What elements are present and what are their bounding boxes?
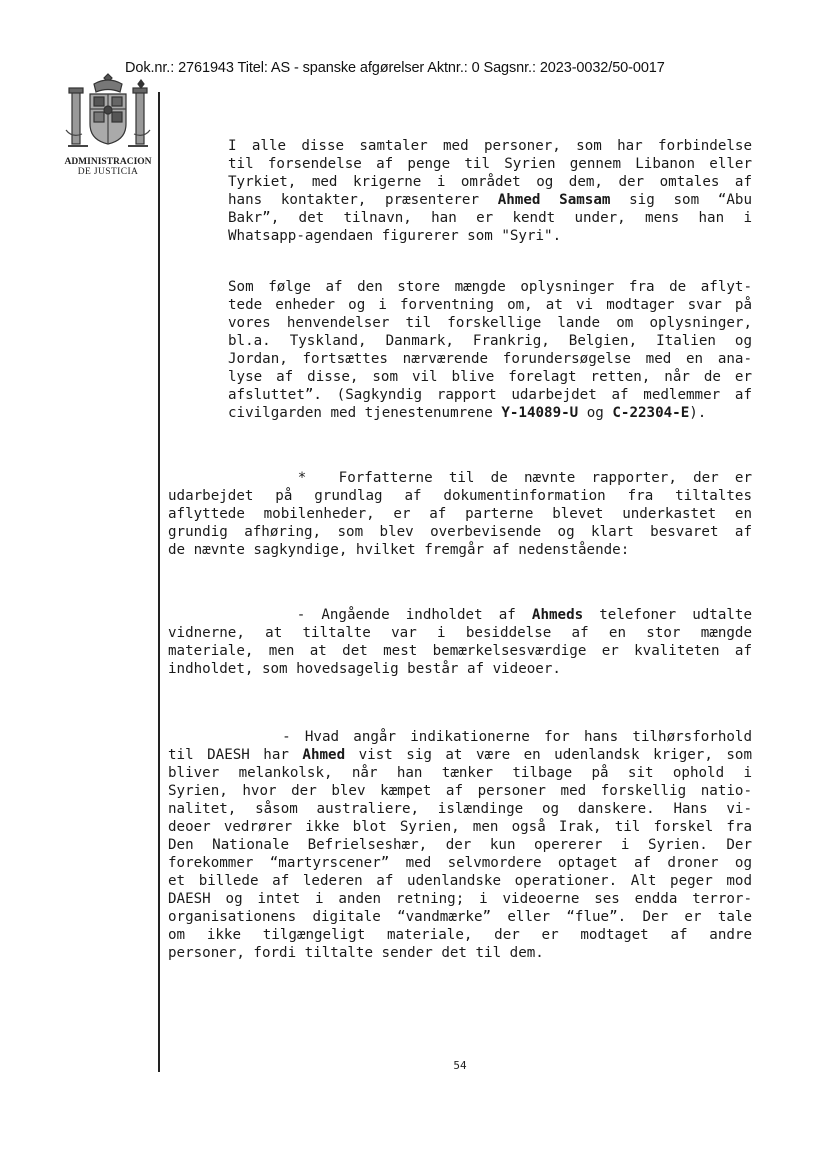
text-line: afsluttet”. (Sagkyndig rapport udarbejdet af medlemmer af bbox=[228, 387, 752, 403]
text-segment: civilgarden med tjenestenumrene bbox=[228, 405, 502, 421]
text-line: Jordan, fortsættes nærværende forundersøgelse med en ana- bbox=[228, 351, 752, 367]
margin-line bbox=[158, 92, 160, 1072]
text-line: I alle disse samtaler med personer, som har forbindelse bbox=[228, 138, 752, 154]
text-line: DAESH og intet i anden retning; i videoerne ses endda terror- bbox=[168, 891, 752, 907]
emblem-label-line1: ADMINISTRACION bbox=[64, 157, 152, 167]
bold-name: Ahmeds bbox=[531, 607, 584, 623]
text-line bbox=[228, 404, 752, 422]
paragraph-1 bbox=[228, 137, 752, 245]
text-segment: vist sig at være en udenlandsk kriger, som bbox=[345, 747, 752, 763]
text-line: bliver melankolsk, når han tænker tilbage på sit ophold i bbox=[168, 765, 752, 781]
paragraph-4 bbox=[168, 606, 752, 678]
text-segment: ). bbox=[689, 405, 707, 421]
text-line: aflyttede mobilenheder, er af parterne blevet underkastet en bbox=[168, 506, 752, 522]
paragraph-2 bbox=[228, 278, 752, 422]
text-segment: og bbox=[578, 405, 613, 421]
text-line: grundig afhøring, som blev overbevisende og klart besvaret af bbox=[168, 524, 752, 540]
text-line: om ikke tilgængeligt materiale, der er modtaget af andre bbox=[168, 927, 752, 943]
text-line: Som følge af den store mængde oplysninger fra de aflyt- bbox=[228, 279, 752, 295]
text-line: Bakr”, det tilnavn, han er kendt under, mens han i bbox=[228, 210, 752, 226]
text-line: de nævnte sagkyndige, hvilket fremgår af nedenstående: bbox=[168, 542, 630, 558]
text-line: nalitet, såsom australiere, islændinge og danskere. Hans vi- bbox=[168, 801, 752, 817]
text-segment: telefoner udtalte bbox=[583, 607, 752, 623]
bold-name: C-22304-E bbox=[612, 405, 690, 421]
text-line: til forsendelse af penge til Syrien gennem Libanon eller bbox=[228, 156, 752, 172]
paragraph-5 bbox=[168, 728, 752, 962]
text-line: forekommer “martyrscener” med selvmordere optaget af droner og bbox=[168, 855, 752, 871]
text-line bbox=[228, 191, 752, 209]
text-line bbox=[168, 606, 752, 624]
emblem-label bbox=[56, 157, 160, 177]
text-line: Syrien, hvor der blev kæmpet af personer med forskellig natio- bbox=[168, 783, 752, 799]
coat-of-arms-icon bbox=[58, 70, 158, 160]
text-line: vores henvendelser til forskellige lande om oplysninger, bbox=[228, 315, 752, 331]
text-segment: til DAESH har bbox=[168, 747, 303, 763]
text-line: udarbejdet på grundlag af dokumentinformation fra tiltaltes bbox=[168, 488, 752, 504]
text-segment: - Angående indholdet af bbox=[168, 607, 532, 623]
text-line: et billede af lederen af udenlandske operationer. Alt peger mod bbox=[168, 873, 752, 889]
paragraph-3 bbox=[168, 469, 752, 559]
document-header: Dok.nr.: 2761943 Titel: AS - spanske afgørelser Aktnr.: 0 Sagsnr.: 2023-0032/50-0017 bbox=[125, 60, 665, 76]
text-line: Den Nationale Befrielseshær, der kun opererer i Syrien. Der bbox=[168, 837, 752, 853]
page-number: 54 bbox=[453, 1059, 467, 1072]
text-line: vidnerne, at tiltalte var i besiddelse af en stor mængde bbox=[168, 625, 752, 641]
text-line: - Hvad angår indikationerne for hans tilhørsforhold bbox=[168, 729, 752, 745]
text-line: deoer vedrører ikke blot Syrien, men også Irak, til forskel fra bbox=[168, 819, 752, 835]
text-line: lyse af disse, som vil blive forelagt retten, når de er bbox=[228, 369, 752, 385]
text-line: bl.a. Tyskland, Danmark, Frankrig, Belgien, Italien og bbox=[228, 333, 752, 349]
text-line: personer, fordi tiltalte sender det til dem. bbox=[168, 945, 544, 961]
text-line: indholdet, som hovedsagelig består af videoer. bbox=[168, 661, 561, 677]
bold-name: Y-14089-U bbox=[501, 405, 579, 421]
text-segment: hans kontakter, præsenterer bbox=[228, 192, 498, 208]
text-line: organisationens digitale “vandmærke” eller “flue”. Der er tale bbox=[168, 909, 752, 925]
text-line bbox=[168, 746, 752, 764]
text-line: Tyrkiet, med krigerne i området og dem, der omtales af bbox=[228, 174, 752, 190]
text-segment: sig som “Abu bbox=[610, 192, 752, 208]
emblem-label-line2: DE JUSTICIA bbox=[77, 167, 139, 177]
bold-name: Ahmed Samsam bbox=[497, 192, 611, 208]
text-line: tede enheder og i forventning om, at vi modtager svar på bbox=[228, 297, 752, 313]
text-line: Whatsapp-agendaen figurerer som "Syri". bbox=[228, 228, 562, 244]
text-line: * Forfatterne til de nævnte rapporter, der er bbox=[168, 470, 752, 486]
text-line: materiale, men at det mest bemærkelsesværdige er kvaliteten af bbox=[168, 643, 752, 659]
bold-name: Ahmed bbox=[302, 747, 346, 763]
